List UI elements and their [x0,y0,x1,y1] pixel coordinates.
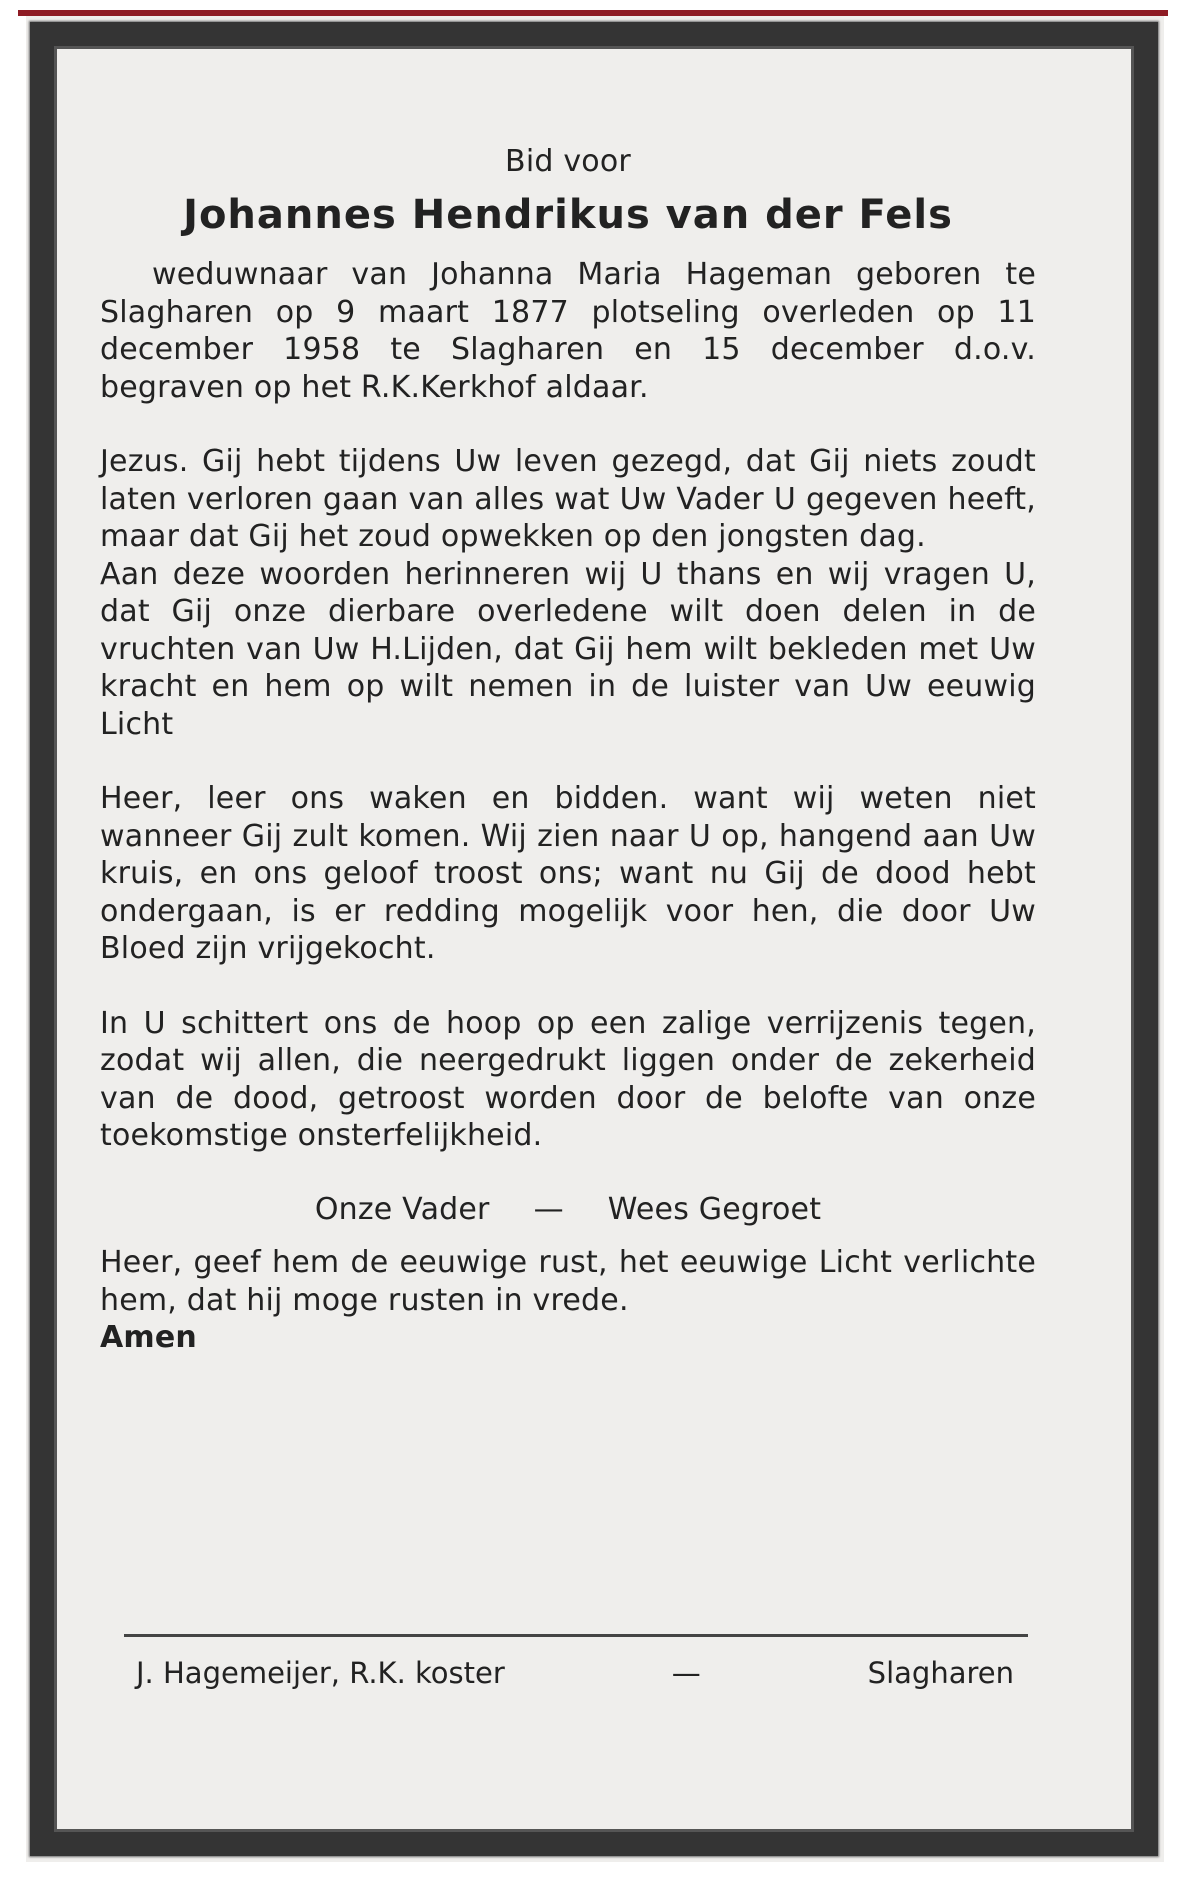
amen: Amen [100,1320,197,1355]
footer-place: Slagharen [867,1656,1014,1690]
prayer-paragraph-1a: Jezus. Gij hebt tijdens Uw leven gezegd, dat Gij niets zoudt laten verloren gaan van alles wat Uw Vader U gegeven heeft, maar dat Gij het zoud opwekken op den jongsten dag. [100,444,1036,554]
prayer-paragraph-2: Heer, leer ons waken en bidden. want wij weten niet wanneer Gij zult komen. Wij zien naar U op, hangend aan Uw kruis, en ons geloof troost ons; want nu Gij de dood hebt ondergaan, is er redding mogelijk voor hen, die door Uw Bloed zijn vrijgekocht. [100,781,1036,966]
footer-printer: J. Hagemeijer, R.K. koster [136,1656,505,1690]
prayer-wees-gegroet: Wees Gegroet [607,1191,822,1227]
prayer-paragraph-1b: Aan deze woorden herinneren wij U thans en wij vragen U, dat Gij onze dierbare overledene wilt doen delen in de vruchten van Uw H.Lijden, dat Gij hem wilt bekleden met Uw kracht en hem op wilt nemen in de luister van Uw eeuwig Licht [100,556,1036,742]
card-content [100,140,1036,1357]
footer-separator: — [671,1656,701,1690]
prayer-line [100,1191,1036,1229]
bio-paragraph: weduwnaar van Johanna Maria Hageman geboren te Slagharen op 9 maart 1877 plotseling overleden op 11 december 1958 te Slagharen en 15 december d.o.v. begraven op het R.K.Kerkhof aldaar. [100,257,1036,405]
prayer-separator: — [533,1191,564,1227]
deceased-name: Johannes Hendrikus van der Fels [183,192,953,238]
prayer-paragraph-3: In U schittert ons de hoop op een zalige verrijzenis tegen, zodat wij allen, die neergedrukt liggen onder de zekerheid van de dood, getroost worden door de belofte van onze toekomstige onsterfelijkheid. [100,1005,1036,1153]
prayer-onze-vader: Onze Vader [314,1191,490,1227]
footer-divider [124,1634,1028,1637]
closing-prayer: Heer, geef hem de eeuwige rust, het eeuwige Licht verlichte hem, dat hij moge rusten in vrede. [100,1245,1036,1318]
card-header: Bid voor [505,144,631,179]
footer [136,1656,1014,1690]
